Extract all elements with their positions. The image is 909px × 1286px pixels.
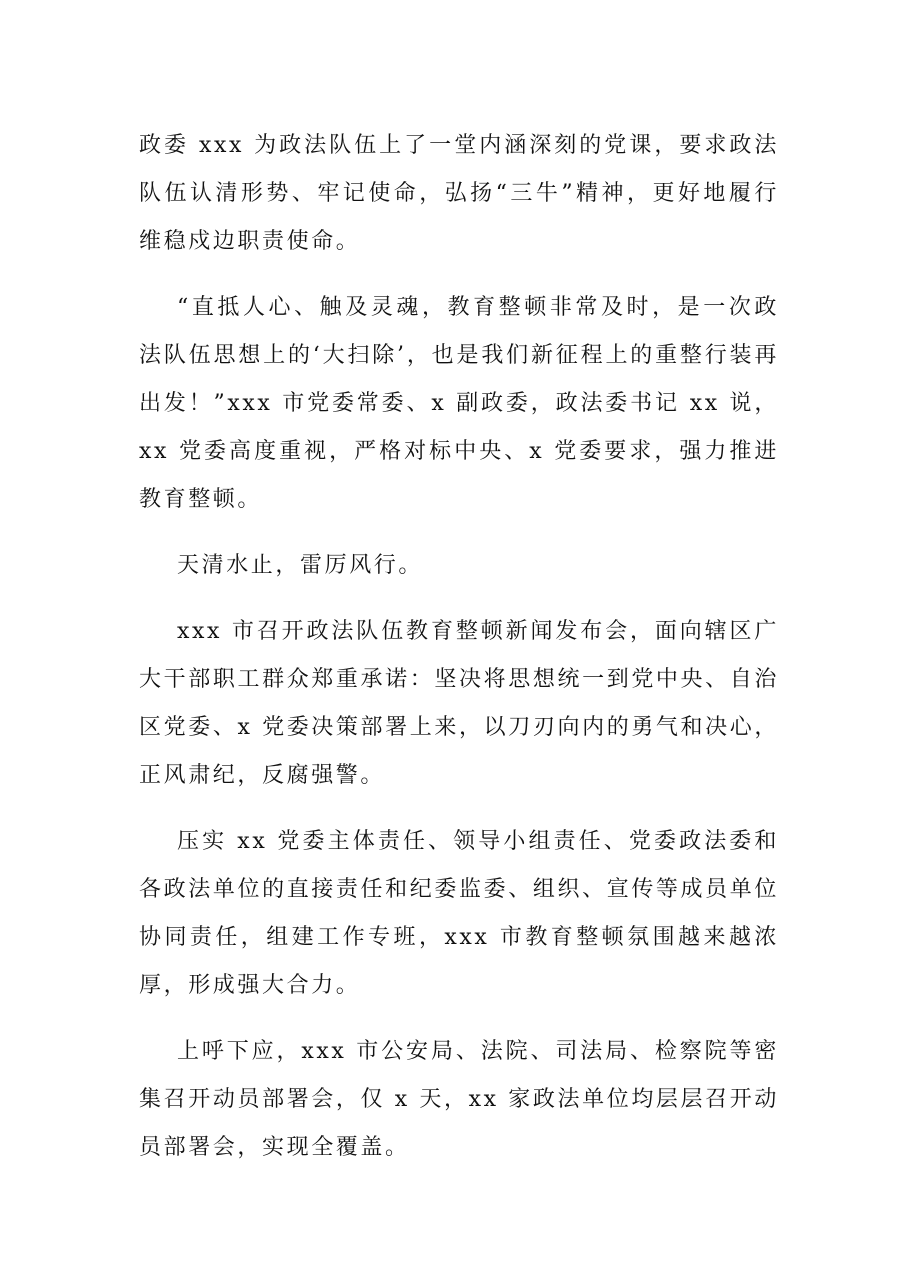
paragraph-6: 上呼下应，xxx 市公安局、法院、司法局、检察院等密集召开动员部署会，仅 x 天，xx 家政法单位均层层召开动员部署会，实现全覆盖。 (139, 1039, 779, 1160)
paragraph-2: “直抵人心、触及灵魂，教育整顿非常及时，是一次政法队伍思想上的‘大扫除’，也是我们新征程上的重整行装再出发！”xxx 市党委常委、x 副政委，政法委书记 xx 说，xx 党委高度重视，严格对标中央、x 党委要求，强力推进教育整顿。 (139, 295, 779, 512)
paragraph-1: 政委 xxx 为政法队伍上了一堂内涵深刻的党课，要求政法队伍认清形势、牢记使命，弘扬“三牛”精神，更好地履行维稳戍边职责使命。 (139, 133, 779, 254)
paragraph-5: 压实 xx 党委主体责任、领导小组责任、党委政法委和各政法单位的直接责任和纪委监委、组织、宣传等成员单位协同责任，组建工作专班，xxx 市教育整顿氛围越来越浓厚，形成强大合力。 (139, 829, 779, 998)
paragraph-3: 天清水止，雷厉风行。 (177, 553, 424, 578)
document-body (139, 122, 779, 1190)
paragraph-4: xxx 市召开政法队伍教育整顿新闻发布会，面向辖区广大干部职工群众郑重承诺：坚决将思想统一到党中央、自治区党委、x 党委决策部署上来，以刀刃向内的勇气和决心，正风肃纪，反腐强警。 (139, 619, 779, 788)
